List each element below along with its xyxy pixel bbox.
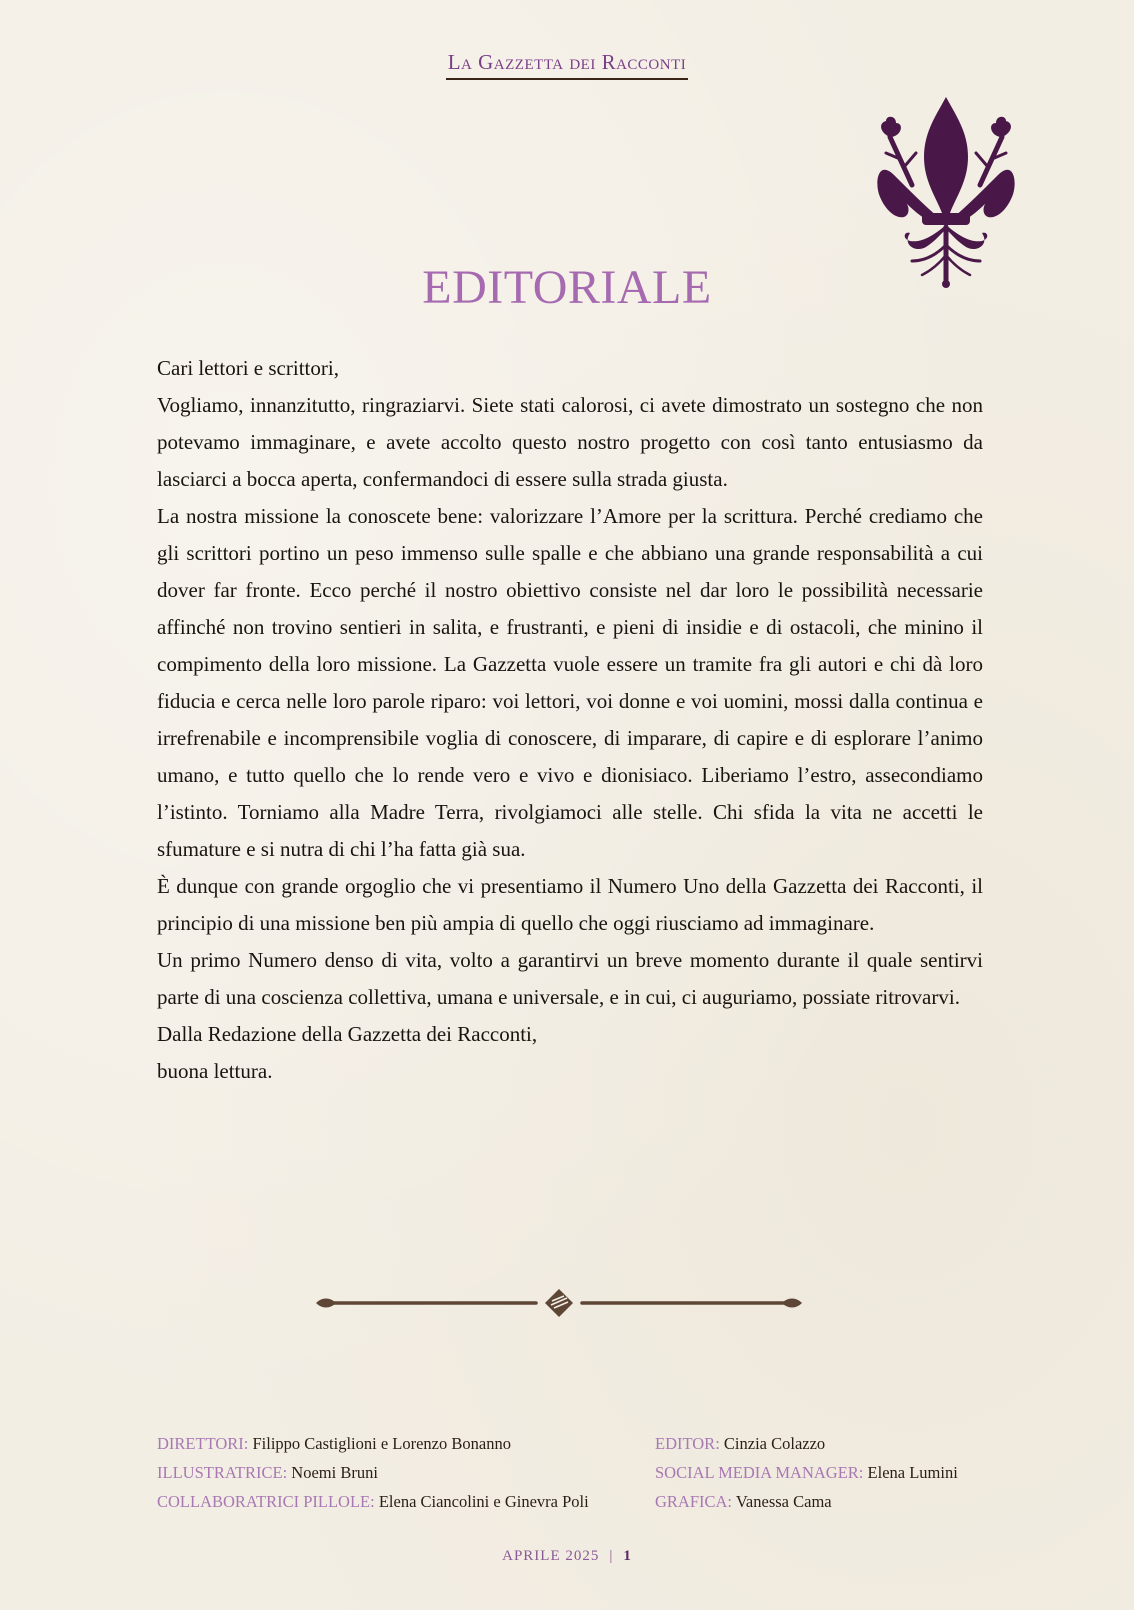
credit-names: Vanessa Cama — [735, 1492, 832, 1511]
salutation: Cari lettori e scrittori, — [157, 356, 339, 380]
credit-names: Cinzia Colazzo — [723, 1434, 826, 1453]
issue-date: APRILE 2025 — [502, 1548, 600, 1564]
credits-left-column — [157, 1429, 589, 1516]
editorial-body — [157, 350, 983, 1090]
credit-role: SOCIAL MEDIA MANAGER: — [655, 1463, 864, 1482]
credit-role: EDITOR: — [655, 1434, 720, 1453]
credit-line — [157, 1487, 589, 1516]
credit-role: GRAFICA: — [655, 1492, 733, 1511]
credit-names: Elena Ciancolini e Ginevra Poli — [378, 1492, 589, 1511]
credit-role: COLLABORATRICI PILLOLE: — [157, 1492, 375, 1511]
credit-line — [157, 1429, 589, 1458]
page-title: EDITORIALE — [422, 261, 712, 314]
credit-line — [157, 1458, 589, 1487]
running-header — [0, 50, 1134, 80]
credit-line — [655, 1458, 958, 1487]
credit-line — [655, 1487, 958, 1516]
footer-separator: | — [609, 1548, 614, 1564]
ornamental-divider — [314, 1288, 804, 1318]
closing-line: Dalla Redazione della Gazzetta dei Racconti, — [157, 1022, 538, 1046]
credits-right-column — [655, 1429, 958, 1516]
page-number: 1 — [623, 1548, 632, 1564]
credit-names: Elena Lumini — [867, 1463, 958, 1482]
paragraph: Vogliamo, innanzitutto, ringraziarvi. Siete stati calorosi, ci avete dimostrato un sostegno che non potevamo immaginare, e avete accolto questo nostro progetto con così tanto entusiasmo da lasciarci a bocca aperta, confermandoci di essere sulla strada giusta. — [157, 393, 983, 491]
credit-role: ILLUSTRATRICE: — [157, 1463, 288, 1482]
credit-role: DIRETTORI: — [157, 1434, 249, 1453]
paragraph: La nostra missione la conoscete bene: valorizzare l’Amore per la scrittura. Perché crediamo che gli scrittori portino un peso immenso sulle spalle e che abbiano una grande responsabilità a cui dover far fronte. Ecco perché il nostro obiettivo consiste nel dar loro le possibilità necessarie affinché non trovino sentieri in salita, e frustranti, e pieni di insidie e di ostacoli, che minino il compimento della loro missione. La Gazzetta vuole essere un tramite fra gli autori e chi dà loro fiducia e cerca nelle loro parole riparo: voi lettori, voi donne e voi uomini, mossi dalla continua e irrefrenabile e incomprensibile voglia di conoscere, di imparare, di capire e di esplorare l’animo umano, e tutto quello che lo rende vero e vivo e dionisiaco. Liberiamo l’estro, assecondiamo l’istinto. Torniamo alla Madre Terra, rivolgiamoci alle stelle. Chi sfida la vita ne accetti le sfumature e si nutra di chi l’ha fatta già sua. — [157, 504, 983, 861]
credit-names: Noemi Bruni — [291, 1463, 378, 1482]
publication-title: La Gazzetta dei Racconti — [446, 50, 689, 80]
paragraph: È dunque con grande orgoglio che vi presentiamo il Numero Uno della Gazzetta dei Racconti, il principio di una missione ben più ampia di quello che oggi riusciamo ad immaginare. — [157, 874, 983, 935]
credit-names: Filippo Castiglioni e Lorenzo Bonanno — [252, 1434, 511, 1453]
credit-line — [655, 1429, 958, 1458]
page-footer — [0, 1548, 1134, 1565]
paragraph: Un primo Numero denso di vita, volto a garantirvi un breve momento durante il quale sentirvi parte di una coscienza collettiva, umana e universale, e in cui, ci auguriamo, possiate ritrovarvi. — [157, 948, 983, 1009]
signoff: buona lettura. — [157, 1059, 273, 1083]
